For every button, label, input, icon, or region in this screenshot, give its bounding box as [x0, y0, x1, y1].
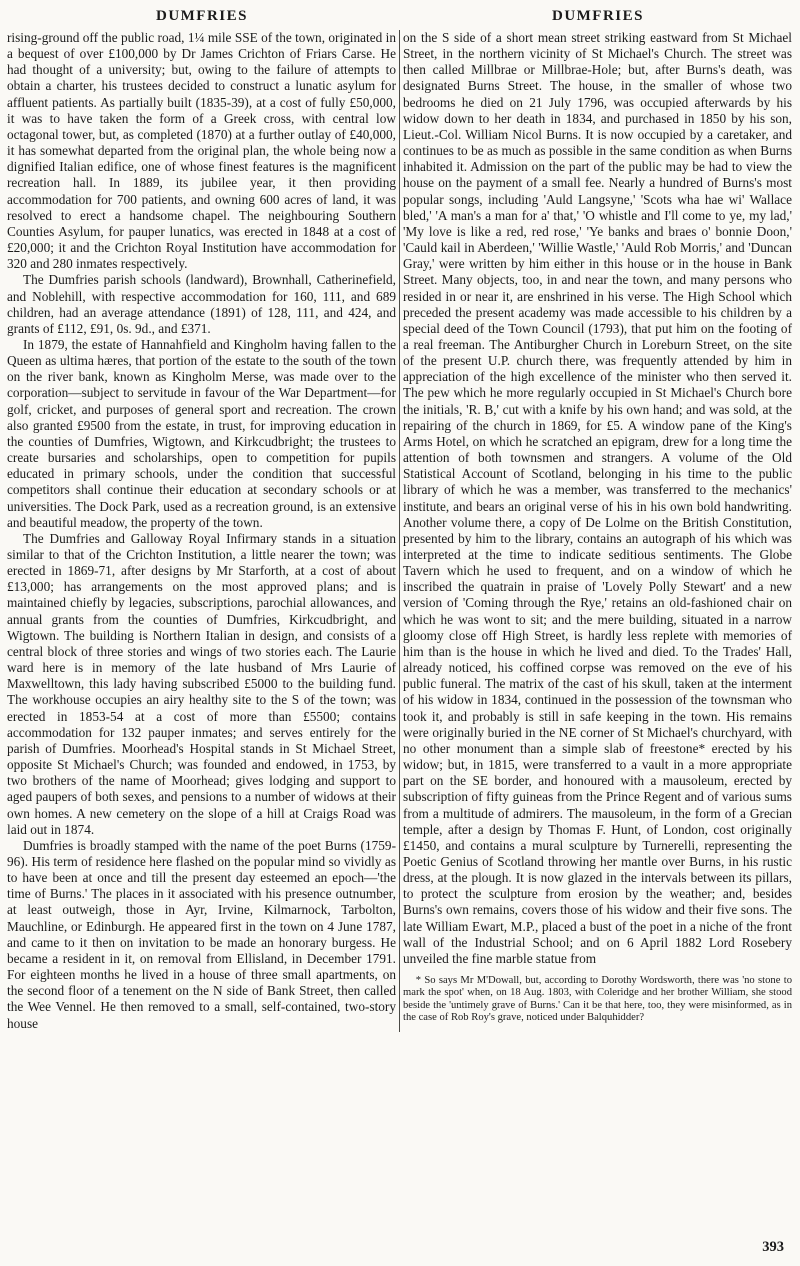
running-head-right: DUMFRIES: [551, 8, 644, 24]
column-divider-rule: [399, 30, 400, 1032]
paragraph-parish-schools: The Dumfries parish schools (landward), Brownhall, Catherinefield, and Noblehill, with respective accommodation for 160, 111, and 689 children, had an average attendance (1891) of 128, 111, and 424, and grants of £112, £91, 0s. 9d., and £371.: [7, 272, 396, 336]
paragraph-kingholm-estate: In 1879, the estate of Hannahfield and Kingholm having fallen to the Queen as ultima hæres, that portion of the estate to the south of the town on the river bank, known as Kingholm Merse, was made over to the corporation—subject to servitude in favour of the War Department—for golf, cricket, and purposes of general sport and recreation. The crown also granted £9500 from the estate, in trust, for improving education in the counties of Dumfries, Wigtown, and Kirkcudbright; the trustees to create bursaries and scholarships, open to competition for pupils educated in primary schools, under the condition that successful competitors shall continue their education at secondary schools or at universities. The Dock Park, used as a recreation ground, is an extensive and beautiful meadow, the property of the town.: [7, 336, 396, 530]
paragraph-royal-infirmary: The Dumfries and Galloway Royal Infirmary stands in a situation similar to that of the Crichton Institution, a little nearer the town; was erected in 1869-71, after designs by Mr Starforth, at a cost of about £13,000; has arrangements on the most approved plans; and is maintained chiefly by legacies, subscriptions, parochial allowances, and annual grants from the counties of Dumfries, Kirkcudbright, and Wigtown. The building is Northern Italian in design, and consists of a central block of three stories and wings of two stories each. The Laurie ward here is in memory of the late husband of Mrs Laurie of Maxwelltown, this lady having subscribed £5000 to the building fund. The workhouse occupies an airy healthy site to the S of the town; was erected in 1853-54 at a cost of more than £5500; contains accommodation for 132 pauper inmates; and serves entirely for the parish of Dumfries. Moorhead's Hospital stands in St Michael Street, opposite St Michael's Church; was founded and endowed, in 1753, by two brothers of the name of Moorhead; gives lodging and support to aged paupers of both sexes, and pensions to a number of widows at their own homes. A new cemetery on the slope of a hill at Craigs Road was laid out in 1874.: [7, 530, 396, 837]
running-head-left: DUMFRIES: [155, 8, 248, 24]
running-heads: [7, 8, 793, 25]
footnote: * So says Mr M'Dowall, but, according to Dorothy Wordsworth, there was 'no stone to mark the spot' when, on 18 Aug. 1803, with Coleridge and her brother William, she stood beside the 'untimely grave of Burns.' Can it be that here, too, they were misinformed, as in the case of Rob Roy's grave, noticed under Balquhidder?: [403, 975, 792, 1024]
paragraph-continuation: rising-ground off the public road, 1¼ mile SSE of the town, originated in a bequest of over £100,000 by Dr James Crichton of Friars Carse. He had thought of a university; but, owing to the failure of attempts to obtain a charter, his trustees decided to construct a lunatic asylum for affluent patients. As partially built (1835-39), at a cost of fully £50,000, it was to have taken the form of a Greek cross, with central low octagonal tower, but, as completed (1870) at a further outlay of £40,000, it has somewhat departed from the original plan, the whole being now a dignified Italian edifice, one of whose finest features is the magnificent recreation hall. In 1889, its jubilee year, it then providing accommodation for 700 patients, and owning 600 acres of land, it was resolved to erect a handsome chapel. The neighbouring Southern Counties Asylum, for pauper lunatics, was erected in 1848 at a cost of £20,000; it and the Crichton Royal Institution have accommodation for 320 and 280 inmates respectively.: [7, 30, 396, 272]
right-column: [403, 30, 792, 1032]
page-number: 393: [762, 1239, 784, 1255]
paragraph-burns: Dumfries is broadly stamped with the name of the poet Burns (1759-96). His term of residence here flashed on the popular mind so vividly as to have been at once and till the present day esteemed an epoch—'the time of Burns.' The places in it associated with his presence outnumber, at least outweigh, those in Ayr, Irvine, Kilmarnock, Tarbolton, Mauchline, or Edinburgh. He appeared first in the town on 4 June 1787, and came to it then on invitation to be made an honorary burgess. He became a resident in it, on removal from Ellisland, in December 1791. For eighteen months he lived in a house of three small apartments, on the second floor of a tenement on the N side of Bank Street, then called the Wee Vennel. He then removed to a small, self-contained, two-story house: [7, 837, 396, 1031]
left-column: [7, 30, 396, 1032]
paragraph-burns-continuation: on the S side of a short mean street striking eastward from St Michael Street, in the northern vicinity of St Michael's Church. The street was then called Millbrae or Millbrae-Hole; but, after Burns's death, was designated Burns Street. The house, in the smaller of whose two bedrooms he died on 21 July 1796, was occupied afterwards by his widow down to her death in 1834, and purchased in 1850 by his son, Lieut.-Col. William Nicol Burns. It is now occupied by a caretaker, and continues to be as much as possible in the same condition as when Burns inhabited it. Admission on the part of the public may be had to view the house on the payment of a small fee. Nearly a hundred of Burns's most popular songs, including 'Auld Langsyne,' 'Scots wha hae wi' Wallace bled,' 'A man's a man for a' that,' 'O whistle and I'll come to ye, my lad,' 'My love is like a red, red rose,' 'Ye banks and braes o' bonnie Doon,' 'Cauld kail in Aberdeen,' 'Willie Wastle,' 'Auld Rob Morris,' and 'Duncan Gray,' were written by him either in this house or in the house in Bank Street. Many objects, too, in and near the town, and many persons who resided in or near it, are enshrined in his verse. The High School which preceded the present academy was made accessible to his children by a special deed of the Town Council (1793), that put him on the footing of a real freeman. The Antiburgher Church in Loreburn Street, on the site of the present U.P. church there, was frequently attended by him in appreciation of the high excellence of the minister who then served it. The pew which he more regularly occupied in St Michael's Church bore the initials, 'R. B,' cut with a knife by his own hand; and was sold, at the repairing of the church in 1869, for £5. A window pane of the King's Arms Hotel, on which he scratched an epigram, drew for a long time the attention of both townsmen and strangers. A volume of the Old Statistical Account of Scotland, belonging in his time to the public library of which he was a member, was transferred to the mechanics' institute, and bears an original verse of his in his own bold handwriting. Another volume there, a copy of De Lolme on the British Constitution, presented by him to the library, contains an autograph of his which was interpreted at the time to indicate seditious sentiments. The Globe Tavern which he used to frequent, and on a window of which he inscribed the quatrain in praise of 'Lovely Polly Stewart' and a new version of 'Coming through the Rye,' retains an old-fashioned chair on which he was wont to sit; and the mere building, situated in a narrow gloomy close off High Street, is hardly less replete with memories of him than is the house in which he lived and died. To the Trades' Hall, already noticed, his coffined corpse was removed on the eve of his public funeral. The matrix of the cast of his skull, taken at the interment of his widow in 1834, continued in the possession of the townsman who took it, and probably is still in safe keeping in the town. His remains were originally buried in the NE corner of St Michael's churchyard, with no other monument than a simple slab of freestone* erected by his widow; but, in 1815, were transferred to a vault in a more appropriate part on the SE border, and honoured with a mausoleum, erected by subscription of fifty guineas from the Prince Regent and of various sums from a multitude of admirers. The mausoleum, in the form of a Grecian temple, after a design by Thomas F. Hunt, of London, cost originally £1450, and contains a mural sculpture by Turnerelli, representing the Poetic Genius of Scotland throwing her mantle over Burns, in his rustic dress, at the plough. It is now glazed in the intervals between its pillars, to protect the sculpture from erosion by the weather; and, besides Burns's own remains, covers those of his widow and their five sons. The late William Ewart, M.P., placed a bust of the poet in a niche of the front wall of the Industrial School; and on 6 April 1882 Lord Rosebery unveiled the fine marble statue from: [403, 30, 792, 966]
two-column-text: [7, 30, 793, 1032]
